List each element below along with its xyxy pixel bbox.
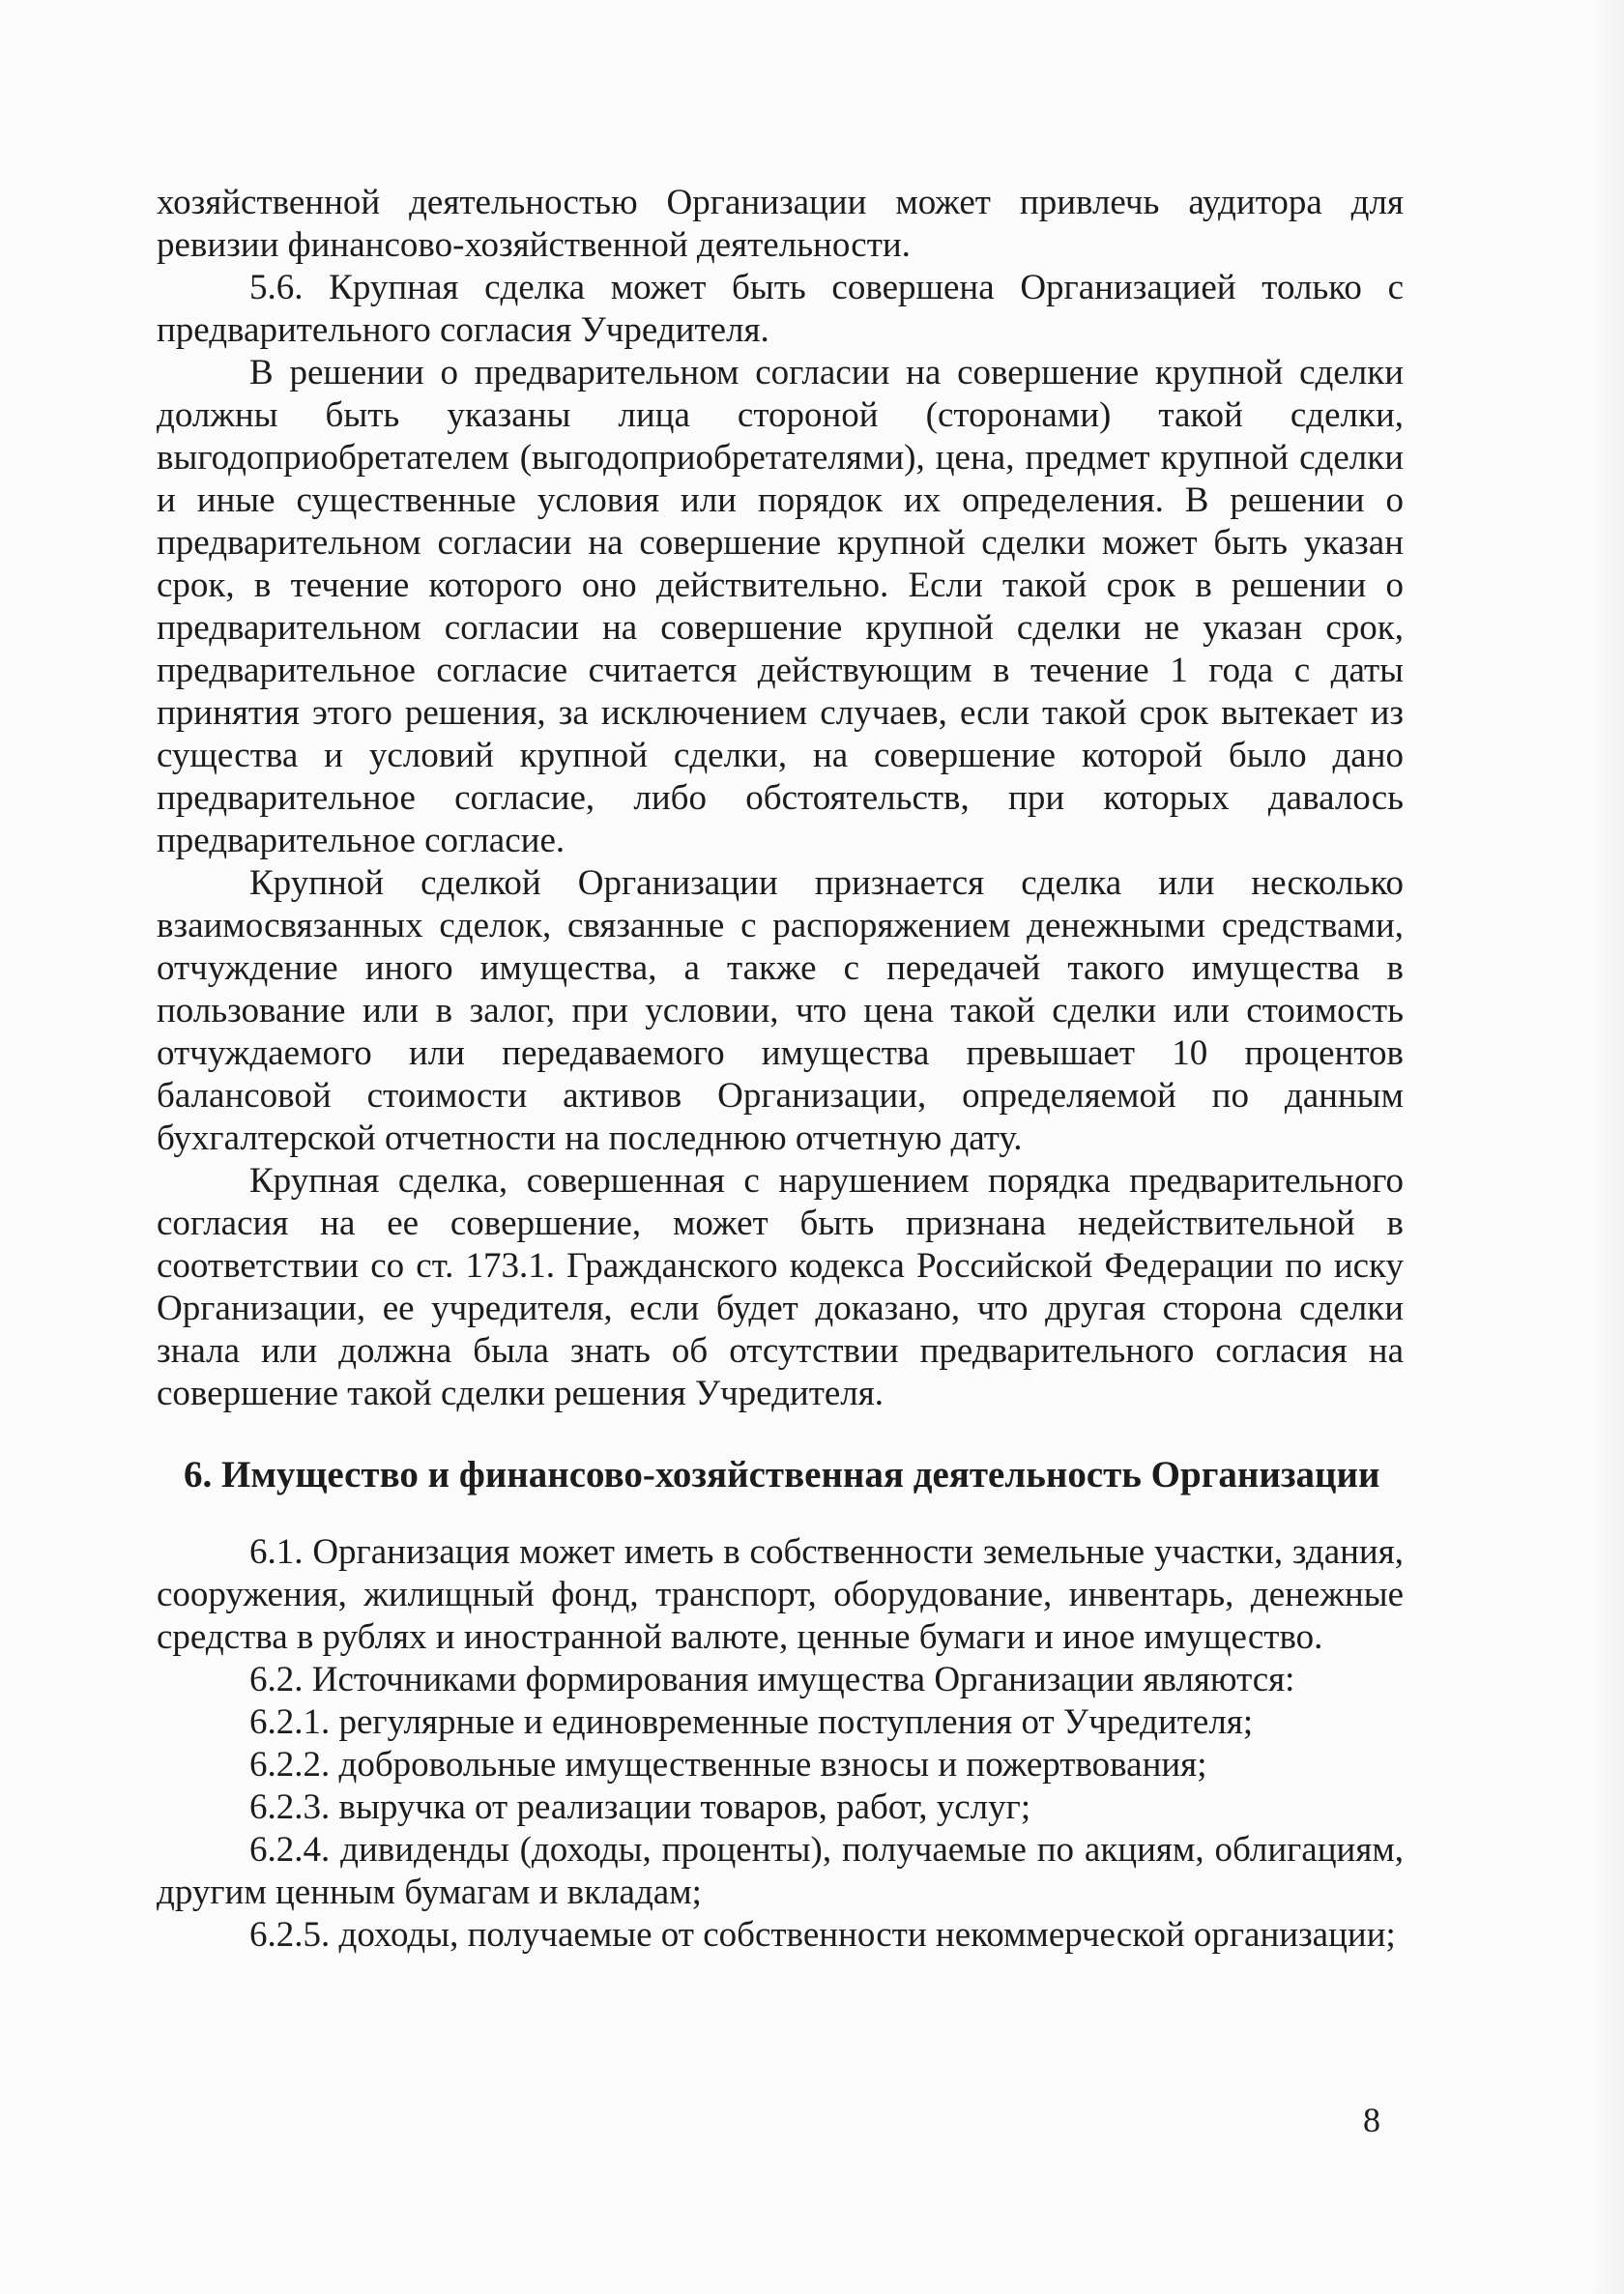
- page-number: 8: [1363, 2101, 1380, 2139]
- document-body: [157, 182, 1404, 1957]
- scan-shadow: [1589, 0, 1624, 2294]
- paragraph-approval-decision: В решении о предварительном согласии на совершение крупной сделки должны быть указаны лица стороной (сторонами) такой сделки, выгодоприобретателем (выгодоприобретателями), цена, предмет крупной сделки и иные существенные условия или порядок их определения. В решении о предварительном согласии на совершение крупной сделки может быть указан срок, в течение которого оно действительно. Если такой срок в решении о предварительном согласии на совершение крупной сделки не указан срок, предварительное согласие считается действующим в течение 1 года с даты принятия этого решения, за исключением случаев, если такой срок вытекает из существа и условий крупной сделки, на совершение которой было дано предварительное согласие, либо обстоятельств, при которых давалось предварительное согласие.: [157, 353, 1404, 860]
- paragraph-invalid-transaction: Крупная сделка, совершенная с нарушением порядка предварительного согласия на ее совершение, может быть признана недействительной в соответствии со ст. 173.1. Гражданского кодекса Российской Федерации по иску Организации, ее учредителя, если будет доказано, что другая сторона сделки знала или должна была знать об отсутствии предварительного согласия на совершение такой сделки решения Учредителя.: [157, 1161, 1404, 1413]
- paragraph-continuation: хозяйственной деятельностью Организации может привлечь аудитора для ревизии финансово-хозяйственной деятельности.: [157, 183, 1404, 265]
- paragraph-6-2-2: 6.2.2. добровольные имущественные взносы и пожертвования;: [249, 1745, 1207, 1785]
- paragraph-6-2: 6.2. Источниками формирования имущества Организации являются:: [249, 1660, 1295, 1699]
- paragraph-major-transaction-definition: Крупной сделкой Организации признается сделка или несколько взаимосвязанных сделок, связанные с распоряжением денежными средствами, отчуждение иного имущества, а также с передачей такого имущества в пользование или в залог, при условии, что цена такой сделки или стоимость отчуждаемого или передаваемого имущества превышает 10 процентов балансовой стоимости активов Организации, определяемой по данным бухгалтерской отчетности на последнюю отчетную дату.: [157, 863, 1404, 1158]
- paragraph-6-2-1: 6.2.1. регулярные и единовременные поступления от Учредителя;: [249, 1702, 1254, 1742]
- paragraph-5-6: 5.6. Крупная сделка может быть совершена Организацией только с предварительного согласия Учредителя.: [157, 268, 1404, 350]
- paragraph-6-2-4: 6.2.4. дивиденды (доходы, проценты), получаемые по акциям, облигациям, другим ценным бумагам и вкладам;: [157, 1830, 1404, 1912]
- paragraph-6-2-5: 6.2.5. доходы, получаемые от собственности некоммерческой организации;: [249, 1915, 1396, 1955]
- section-heading-6: 6. Имущество и финансово-хозяйственная деятельность Организации: [184, 1454, 1380, 1495]
- paragraph-6-2-3: 6.2.3. выручка от реализации товаров, работ, услуг;: [249, 1787, 1031, 1827]
- paragraph-6-1: 6.1. Организация может иметь в собственности земельные участки, здания, сооружения, жилищный фонд, транспорт, оборудование, инвентарь, денежные средства в рублях и иностранной валюте, ценные бумаги и иное имущество.: [157, 1532, 1404, 1657]
